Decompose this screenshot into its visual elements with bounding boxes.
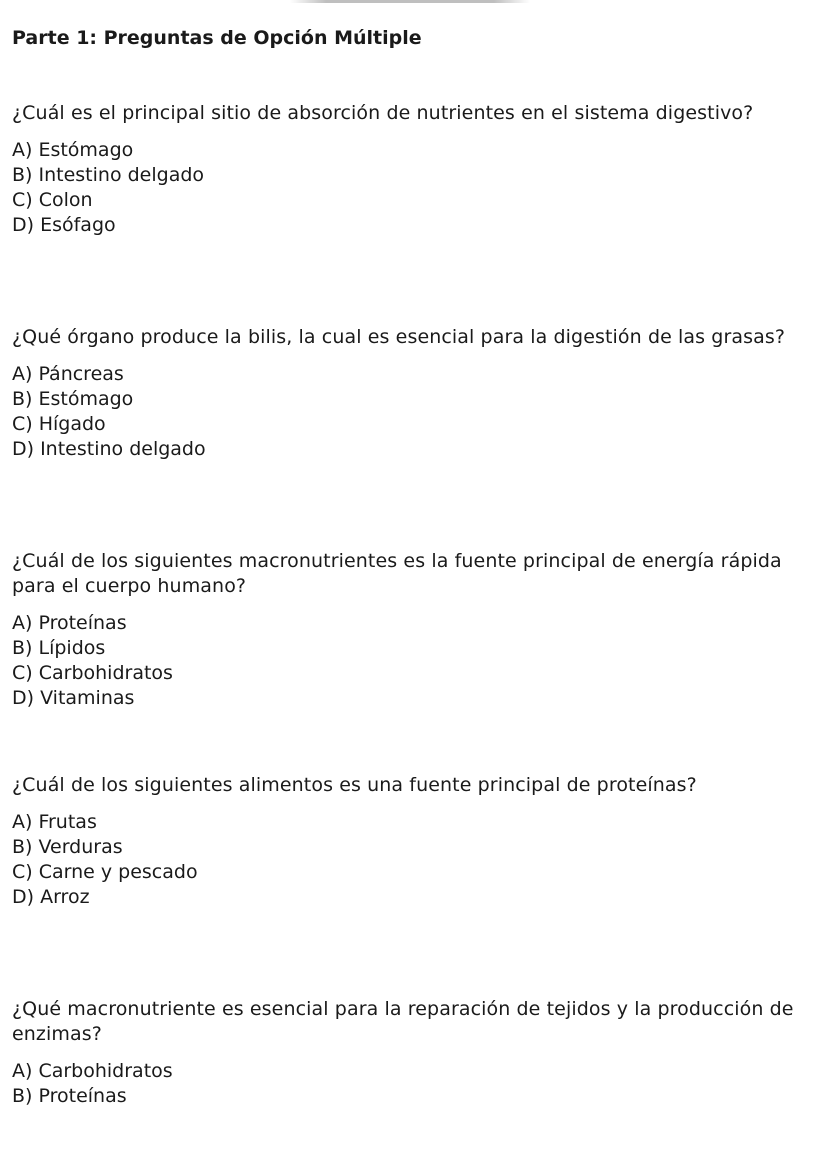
- section-title: Parte 1: Preguntas de Opción Múltiple: [12, 27, 422, 49]
- question-4: [12, 773, 807, 910]
- option-a: A) Frutas: [12, 811, 97, 833]
- option-d: D) Arroz: [12, 886, 90, 908]
- question-5: [12, 997, 807, 1109]
- option-c: C) Hígado: [12, 413, 106, 435]
- option-b: B) Proteínas: [12, 1085, 127, 1107]
- option-a: A) Páncreas: [12, 363, 124, 385]
- option-a: A) Carbohidratos: [12, 1060, 173, 1082]
- question-text: ¿Qué macronutriente es esencial para la reparación de tejidos y la producción de enzimas?: [12, 998, 794, 1045]
- options-list: [12, 362, 807, 462]
- question-text: ¿Cuál de los siguientes alimentos es una fuente principal de proteínas?: [12, 774, 697, 796]
- options-list: [12, 1059, 807, 1109]
- question-2: [12, 325, 807, 462]
- option-b: B) Lípidos: [12, 637, 106, 659]
- option-d: D) Vitaminas: [12, 687, 135, 709]
- question-text: ¿Qué órgano produce la bilis, la cual es esencial para la digestión de las grasas?: [12, 326, 786, 348]
- cropped-text-remnant: [290, 0, 530, 3]
- option-a: A) Proteínas: [12, 612, 127, 634]
- document: [12, 25, 807, 1107]
- option-a: A) Estómago: [12, 139, 134, 161]
- option-b: B) Intestino delgado: [12, 164, 205, 186]
- options-list: [12, 611, 807, 711]
- question-text: ¿Cuál de los siguientes macronutrientes es la fuente principal de energía rápida para el cuerpo humano?: [12, 550, 782, 597]
- options-list: [12, 138, 807, 238]
- option-b: B) Estómago: [12, 388, 134, 410]
- question-1: [12, 101, 807, 238]
- option-c: C) Carbohidratos: [12, 662, 173, 684]
- option-d: D) Intestino delgado: [12, 438, 206, 460]
- question-3: [12, 549, 807, 711]
- option-c: C) Carne y pescado: [12, 861, 198, 883]
- options-list: [12, 810, 807, 910]
- option-b: B) Verduras: [12, 836, 123, 858]
- question-text: ¿Cuál es el principal sitio de absorción de nutrientes en el sistema digestivo?: [12, 102, 754, 124]
- option-d: D) Esófago: [12, 214, 116, 236]
- option-c: C) Colon: [12, 189, 93, 211]
